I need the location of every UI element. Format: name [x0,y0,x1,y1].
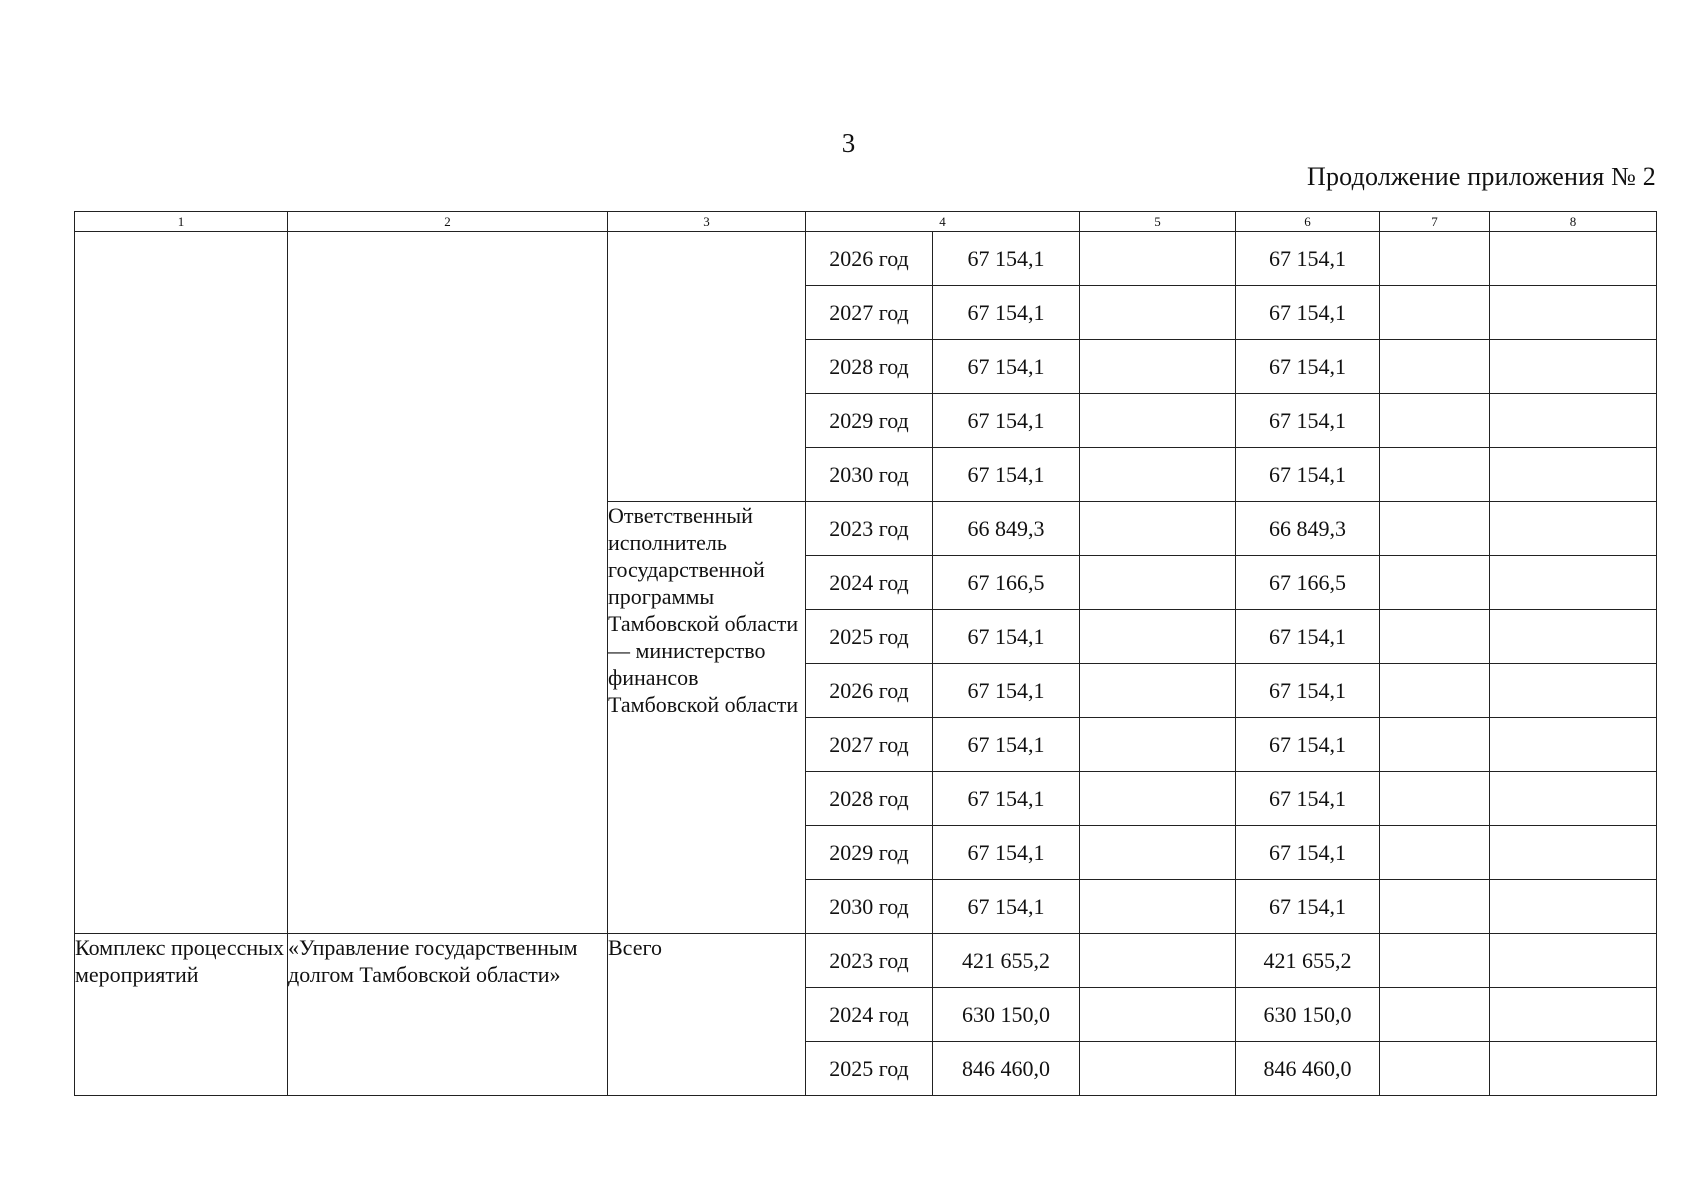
year-cell: 2023 год [806,502,933,556]
amount-col5 [1080,232,1236,286]
amount-col5 [1080,664,1236,718]
year-cell: 2024 год [806,988,933,1042]
amount-col6: 67 166,5 [1236,556,1380,610]
amount-col7 [1380,664,1490,718]
amount-col5 [1080,718,1236,772]
amount-col5 [1080,502,1236,556]
column-number: 2 [288,212,608,232]
amount-col4: 630 150,0 [933,988,1080,1042]
amount-col8 [1490,610,1657,664]
year-cell: 2030 год [806,880,933,934]
year-cell: 2026 год [806,664,933,718]
program-name-label: «Управление государственным долгом Тамбовской области» [288,934,608,1096]
amount-col5 [1080,934,1236,988]
amount-col5 [1080,772,1236,826]
column-number: 6 [1236,212,1380,232]
amount-col4: 67 154,1 [933,664,1080,718]
year-cell: 2028 год [806,772,933,826]
amount-col5 [1080,826,1236,880]
amount-col7 [1380,448,1490,502]
amount-col4: 421 655,2 [933,934,1080,988]
year-cell: 2025 год [806,610,933,664]
table-row [75,934,1657,988]
amount-col6: 67 154,1 [1236,610,1380,664]
section-a-col2 [288,232,608,934]
amount-col4: 846 460,0 [933,1042,1080,1096]
amount-col6: 67 154,1 [1236,880,1380,934]
amount-col5 [1080,880,1236,934]
amount-col8 [1490,664,1657,718]
table-row [75,232,1657,286]
year-cell: 2030 год [806,448,933,502]
amount-col6: 66 849,3 [1236,502,1380,556]
amount-col6: 67 154,1 [1236,286,1380,340]
amount-col4: 67 154,1 [933,772,1080,826]
amount-col4: 67 154,1 [933,286,1080,340]
year-cell: 2024 год [806,556,933,610]
amount-col6: 67 154,1 [1236,340,1380,394]
amount-col8 [1490,772,1657,826]
amount-col6: 67 154,1 [1236,718,1380,772]
amount-col5 [1080,448,1236,502]
amount-col7 [1380,988,1490,1042]
amount-col4: 67 166,5 [933,556,1080,610]
amount-col7 [1380,232,1490,286]
amount-col7 [1380,772,1490,826]
amount-col7 [1380,826,1490,880]
page-number: 3 [841,128,856,158]
amount-col7 [1380,880,1490,934]
year-cell: 2029 год [806,394,933,448]
amount-col8 [1490,988,1657,1042]
amount-col7 [1380,502,1490,556]
amount-col5 [1080,340,1236,394]
year-cell: 2029 год [806,826,933,880]
amount-col8 [1490,286,1657,340]
continuation-title: Продолжение приложения № 2 [1306,162,1656,191]
year-cell: 2025 год [806,1042,933,1096]
amount-col8 [1490,448,1657,502]
amount-col8 [1490,340,1657,394]
amount-col4: 67 154,1 [933,394,1080,448]
responsible-executor-label: Ответственный исполнитель государственной программы Тамбовской области — министерство финансов Тамбовской области [608,502,806,934]
amount-col5 [1080,556,1236,610]
column-number: 3 [608,212,806,232]
funding-source-label: Всего [608,934,806,1096]
amount-col8 [1490,718,1657,772]
budget-table [74,211,1657,1096]
amount-col4: 66 849,3 [933,502,1080,556]
amount-col7 [1380,556,1490,610]
year-cell: 2027 год [806,286,933,340]
year-cell: 2028 год [806,340,933,394]
column-number: 4 [806,212,1080,232]
amount-col8 [1490,556,1657,610]
amount-col5 [1080,988,1236,1042]
amount-col8 [1490,826,1657,880]
amount-col6: 67 154,1 [1236,826,1380,880]
year-cell: 2026 год [806,232,933,286]
amount-col7 [1380,340,1490,394]
column-number: 5 [1080,212,1236,232]
column-number: 7 [1380,212,1490,232]
amount-col7 [1380,1042,1490,1096]
amount-col6: 846 460,0 [1236,1042,1380,1096]
amount-col8 [1490,394,1657,448]
amount-col4: 67 154,1 [933,340,1080,394]
amount-col8 [1490,502,1657,556]
amount-col6: 67 154,1 [1236,448,1380,502]
amount-col4: 67 154,1 [933,610,1080,664]
amount-col7 [1380,718,1490,772]
amount-col7 [1380,610,1490,664]
amount-col5 [1080,1042,1236,1096]
amount-col6: 630 150,0 [1236,988,1380,1042]
amount-col8 [1490,232,1657,286]
column-number: 1 [75,212,288,232]
amount-col8 [1490,880,1657,934]
amount-col5 [1080,610,1236,664]
amount-col8 [1490,934,1657,988]
amount-col5 [1080,286,1236,340]
amount-col4: 67 154,1 [933,880,1080,934]
amount-col6: 67 154,1 [1236,664,1380,718]
amount-col7 [1380,286,1490,340]
amount-col5 [1080,394,1236,448]
amount-col6: 67 154,1 [1236,772,1380,826]
year-cell: 2023 год [806,934,933,988]
amount-col8 [1490,1042,1657,1096]
amount-col4: 67 154,1 [933,826,1080,880]
program-type-label: Комплекс процессных мероприятий [75,934,288,1096]
amount-col7 [1380,394,1490,448]
amount-col6: 421 655,2 [1236,934,1380,988]
column-number: 8 [1490,212,1657,232]
amount-col4: 67 154,1 [933,718,1080,772]
column-number-row [75,212,1657,232]
amount-col4: 67 154,1 [933,232,1080,286]
section-a-col3-top [608,232,806,502]
amount-col7 [1380,934,1490,988]
amount-col4: 67 154,1 [933,448,1080,502]
year-cell: 2027 год [806,718,933,772]
section-a-col1 [75,232,288,934]
amount-col6: 67 154,1 [1236,394,1380,448]
amount-col6: 67 154,1 [1236,232,1380,286]
